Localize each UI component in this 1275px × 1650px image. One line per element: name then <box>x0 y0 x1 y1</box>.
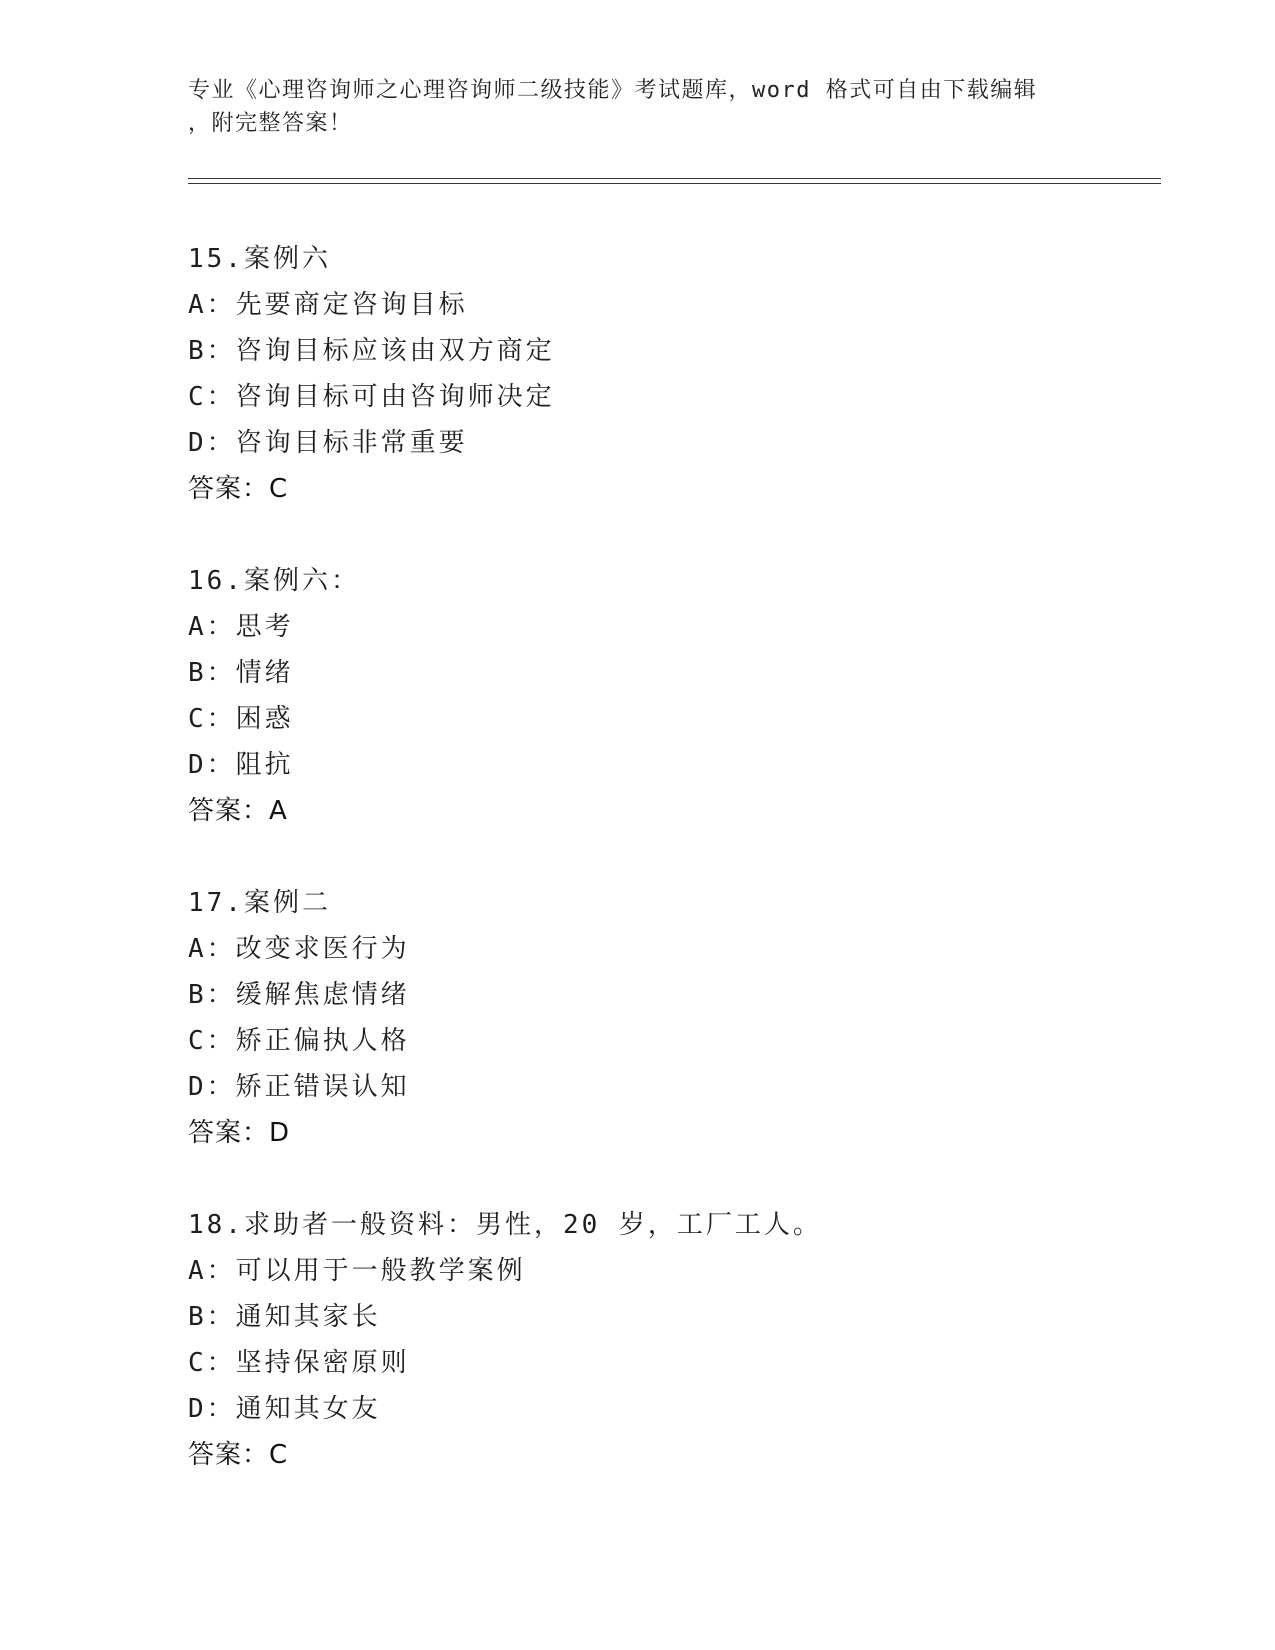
option-a: A：思考 <box>188 612 294 642</box>
question-17 <box>188 880 1148 1156</box>
option-c: C：矫正偏执人格 <box>188 1026 410 1056</box>
header-line-2: ，附完整答案！ <box>188 111 353 136</box>
option-b: B：通知其家长 <box>188 1302 381 1332</box>
option-d: D：通知其女友 <box>188 1394 381 1424</box>
option-a: A：可以用于一般教学案例 <box>188 1256 526 1286</box>
document-header <box>188 74 1088 140</box>
answer-line: 答案：D <box>188 1118 291 1148</box>
option-b: B：情绪 <box>188 658 294 688</box>
question-18 <box>188 1202 1148 1478</box>
question-stem: 18.求助者一般资料：男性，20 岁，工厂工人。 <box>188 1210 822 1240</box>
header-line-1: 专业《心理咨询师之心理咨询师二级技能》考试题库，word 格式可自由下载编辑 <box>188 78 1038 103</box>
option-b: B：缓解焦虑情绪 <box>188 980 410 1010</box>
question-stem: 16.案例六： <box>188 566 360 596</box>
question-list <box>188 236 1148 1524</box>
option-d: D：阻抗 <box>188 750 294 780</box>
header-divider <box>188 178 1161 184</box>
option-c: C：咨询目标可由咨询师决定 <box>188 382 555 412</box>
option-b: B：咨询目标应该由双方商定 <box>188 336 555 366</box>
question-15 <box>188 236 1148 512</box>
option-a: A：改变求医行为 <box>188 934 410 964</box>
option-a: A：先要商定咨询目标 <box>188 290 468 320</box>
question-16 <box>188 558 1148 834</box>
option-c: C：坚持保密原则 <box>188 1348 410 1378</box>
answer-line: 答案：C <box>188 1440 289 1470</box>
option-d: D：矫正错误认知 <box>188 1072 410 1102</box>
option-c: C：困惑 <box>188 704 294 734</box>
question-stem: 15.案例六 <box>188 244 331 274</box>
answer-line: 答案：C <box>188 474 289 504</box>
question-stem: 17.案例二 <box>188 888 331 918</box>
answer-line: 答案：A <box>188 796 288 826</box>
option-d: D：咨询目标非常重要 <box>188 428 468 458</box>
